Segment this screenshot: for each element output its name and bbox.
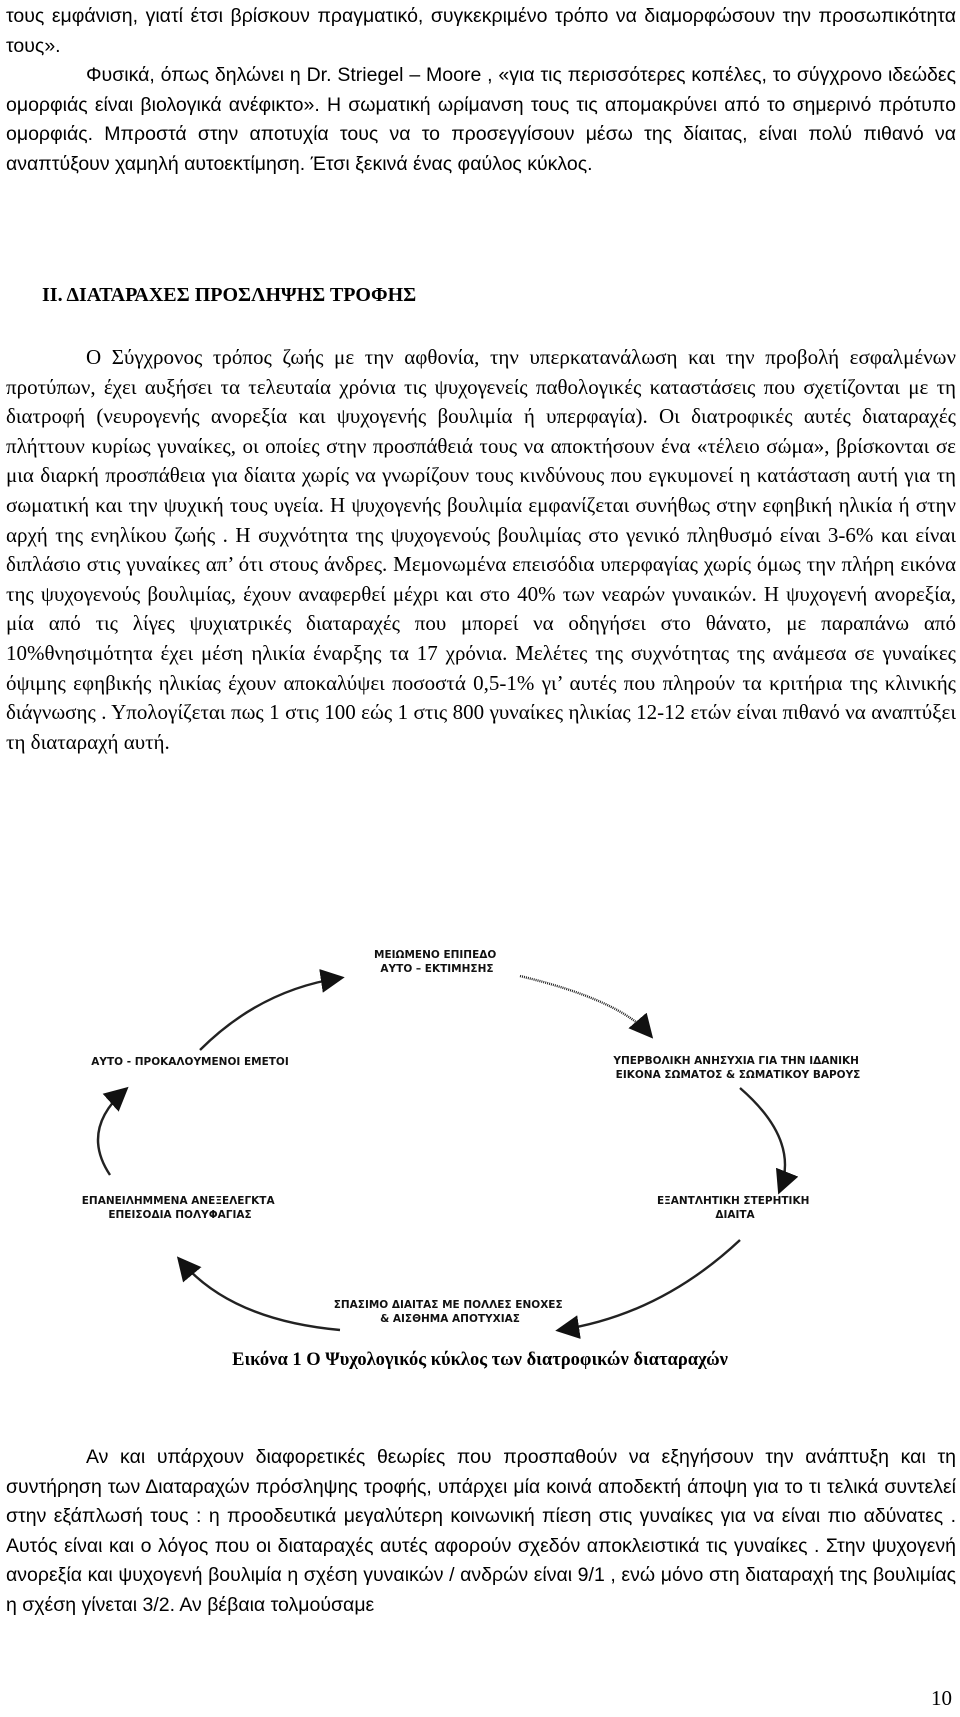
label-body-image-concern: ΥΠΕΡΒΟΛΙΚΗ ΑΝΗΣΥΧΙΑ ΓΙΑ ΤΗΝ ΙΔΑΝΙΚΗ ΕΙΚΟΝΑ ΣΩΜΑΤΟΣ & ΣΩΜΑΤΙΚΟΥ ΒΑΡΟΥΣ bbox=[613, 1055, 861, 1081]
label-self-induced-vomiting: ΑΥΤΟ - ΠΡΟΚΑΛΟΥΜΕΝΟΙ ΕΜΕΤΟΙ bbox=[91, 1056, 289, 1068]
paragraph-eating-disorders: Ο Σύγχρονος τρόπος ζωής με την αφθονία, την υπερκατανάλωση και την προβολή εσφαλμένων προτύπων, έχει αυξήσει τα τελευταία χρόνια τις ψυχογενείς παθολογικές καταστάσεις που σχετίζονται με τη διατροφή (νευρογενής ανορεξία και ψυχογενής βουλιμία ή υπερφαγία). Οι διατροφικές αυτές διαταραχές πλήττουν κυρίως γυναίκες, οι οποίες στην προσπάθειά τους να αποκτήσουν ένα «τέλειο σώμα», βρίσκονται σε μια διαρκή προσπάθεια για δίαιτα χωρίς να γνωρίζουν τους κινδύνους που εγκυμονεί η κατάσταση αυτή για τη σωματική και την ψυχική τους υγεία. Η ψυχογενής βουλιμία εμφανίζεται συνήθως στην εφηβική ηλικία ή στην αρχή της ενηλίκου ζωής . Η συχνότητα της ψυχογενούς βουλιμίας στο γενικό πληθυσμό είναι 3-6% και είναι διπλάσιο στις γυναίκες απ’ ότι στους άνδρες. Μεμονωμένα επεισόδια υπερφαγίας χωρίς όμως την πλήρη εικόνα της ψυχογενούς βουλιμίας, έχουν αναφερθεί μέχρι και στο 40% των νεαρών γυναικών. Η ψυχογενή ανορεξία, μία από τις λίγες ψυχιατρικές διαταραχές που μπορεί να οδηγήσει στο θάνατο, με παραπάνω από 10%θνησιμότητα έχει μέση ηλικία έναρξης τα 17 χρόνια. Μελέτες της συχνότητας της ανάμεσα σε γυναίκες όψιμης εφηβικής ηλικίας έχουν αποκαλύψει ποσοστά 0,5-1% γι’ αυτές που πληρούν τα κριτήρια της κλινικής διάγνωσης . Υπολογίζεται πως 1 στις 100 εώς 1 στις 800 γυναίκες ηλικίας 12-12 ετών είναι πιθανό να αναπτύξει τη διαταραχή αυτή. bbox=[6, 345, 956, 754]
label-low-self-esteem: ΜΕΙΩΜΕΝΟ ΕΠΙΠΕΔΟ ΑΥΤΟ – ΕΚΤΙΜΗΣΗΣ bbox=[374, 949, 497, 975]
arc-right bbox=[740, 1088, 785, 1190]
paragraph-striegel: Φυσικά, όπως δηλώνει η Dr. Striegel – Moore , «για τις περισσότερες κοπέλες, το σύγχρονο ιδεώδες ομορφιάς είναι βιολογικά ανέφικτο». Η σωματική ωρίμανση τους τις απομακρύνει από το σημερινό πρότυπο ομορφιάς. Μπροστά στην αποτυχία τους να το προσεγγίσουν μέσω της δίαιτας, είναι πολύ πιθανό να αναπτύξουν χαμηλή αυτοεκτίμηση. Έτσι ξεκινά ένας φαύλος κύκλος. bbox=[6, 64, 956, 175]
vicious-cycle-diagram bbox=[0, 940, 960, 1340]
arc-bottom-left bbox=[180, 1260, 340, 1330]
paragraph-continuation: τους εμφάνιση, γιατί έτσι βρίσκουν πραγματικό, συγκεκριμένο τρόπο να διαμορφώσουν την προσωπικότητα τους». bbox=[6, 5, 956, 57]
figure-caption: Εικόνα 1 Ο Ψυχολογικός κύκλος των διατροφικών διαταραχών bbox=[232, 1350, 728, 1370]
arc-top-left bbox=[200, 978, 340, 1050]
section-heading: ΙΙ. ΔΙΑΤΑΡΑΧΕΣ ΠΡΟΣΛΗΨΗΣ ΤΡΟΦΗΣ bbox=[42, 284, 417, 306]
paragraph-theories: Αν και υπάρχουν διαφορετικές θεωρίες που προσπαθούν να εξηγήσουν την ανάπτυξη και τη συντήρηση των Διαταραχών πρόσληψης τροφής, υπάρχει μία κοινά αποδεκτή άποψη για το τι τελικά συντελεί στην εξάπλωσή τους : η προοδευτικά μεγαλύτερη κοινωνική πίεση στις γυναίκες για να είναι πιο αδύνατες . Αυτός είναι και ο λόγος που οι διαταραχές αυτές αφορούν σχεδόν αποκλειστικά τις γυναίκες . Στην ψυχογενή ανορεξία και ψυχογενή βουλιμία η σχέση γυναικών / ανδρών είναι 9/1 , ενώ μόνο στη διαταραχή της βουλιμίας η σχέση γίνεται 3/2. Αν βέβαια τολμούσαμε bbox=[6, 1446, 956, 1616]
label-binge-episodes: ΕΠΑΝΕΙΛΗΜΜΕΝΑ ΑΝΕΞΕΛΕΓΚΤΑ ΕΠΕΙΣΟΔΙΑ ΠΟΛΥΦΑΓΙΑΣ bbox=[81, 1195, 275, 1221]
label-diet-break: ΣΠΑΣΙΜΟ ΔΙΑΙΤΑΣ ΜΕ ΠΟΛΛΕΣ ΕΝΟΧΕΣ & ΑΙΣΘΗΜΑ ΑΠΟΤΥΧΙΑΣ bbox=[333, 1299, 563, 1325]
arc-top-right bbox=[520, 976, 650, 1035]
label-restrictive-diet: ΕΞΑΝΤΛΗΤΙΚΗ ΣΤΕΡΗΤΙΚΗ ΔΙΑΙΤΑ bbox=[656, 1195, 810, 1221]
arc-left bbox=[98, 1090, 125, 1175]
arc-bottom-right bbox=[560, 1240, 740, 1330]
page-number: 10 bbox=[931, 1686, 952, 1710]
